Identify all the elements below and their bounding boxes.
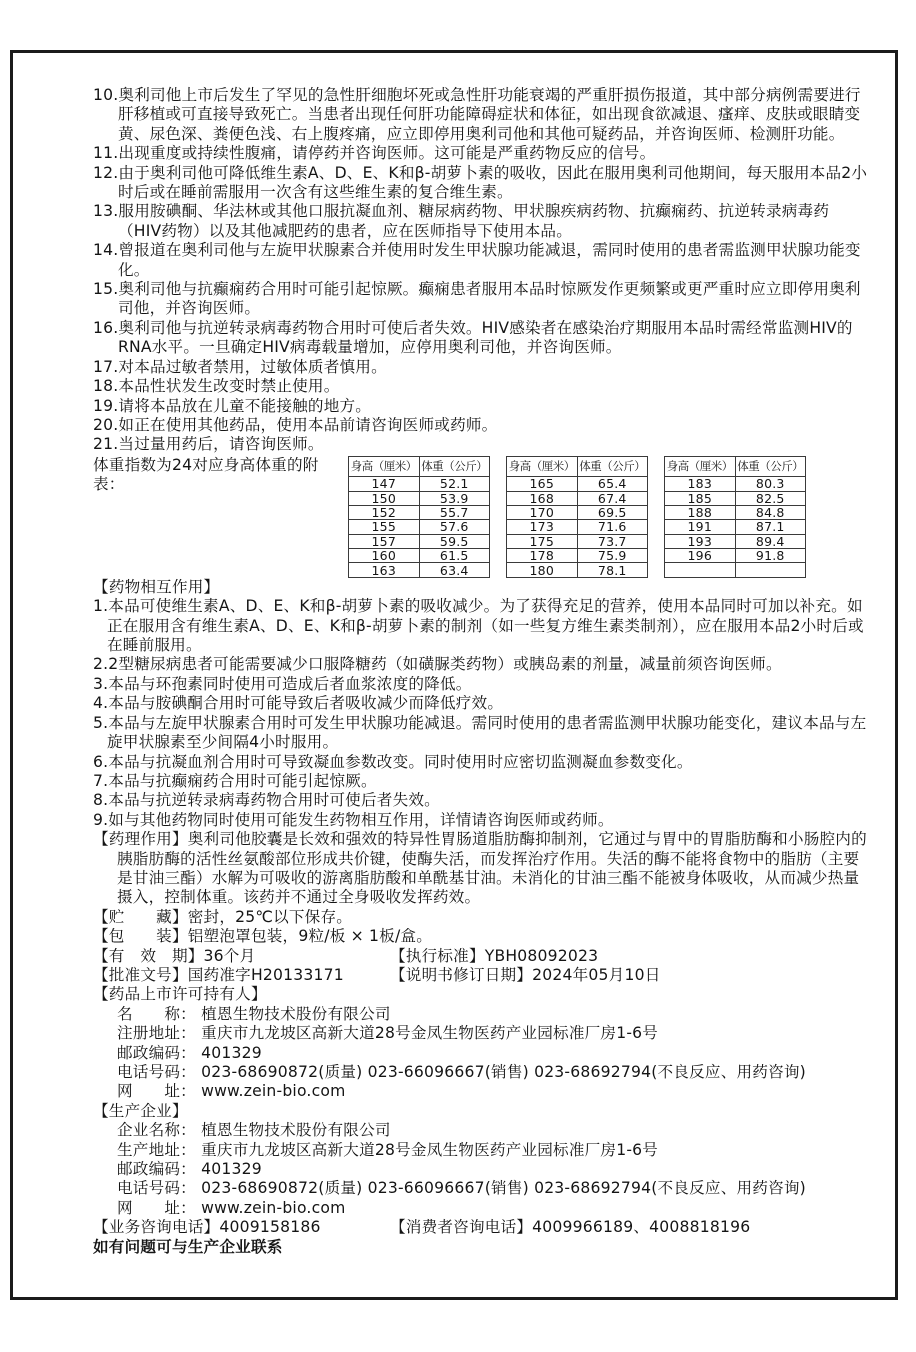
table-cell: 165	[507, 477, 578, 491]
table-cell: 183	[665, 477, 736, 491]
table-cell: 180	[507, 563, 578, 577]
interaction-item: 6.本品与抗凝血剂合用时可导致凝血参数改变。同时使用时应密切监测凝血参数变化。	[93, 752, 693, 771]
table-cell	[735, 563, 806, 577]
table-row	[349, 505, 490, 519]
holder-detail-line: 电话号码： 023-68690872(质量) 023-66096667(销售) 023-68692794(不良反应、用药咨询)	[117, 1063, 806, 1082]
bmi-table-header-cell: 身高（厘米）	[507, 456, 578, 476]
table-row	[349, 520, 490, 534]
manufacturer-detail-line: 电话号码： 023-68690872(质量) 023-66096667(销售) 023-68692794(不良反应、用药咨询)	[117, 1179, 806, 1198]
table-row	[507, 505, 648, 519]
table-cell: 173	[507, 520, 578, 534]
manufacturer-title: 【生产企业】	[93, 1101, 188, 1120]
interaction-item: 3.本品与环孢素同时使用可造成后者血浆浓度的降低。	[93, 674, 472, 693]
warning-item: 12.由于奥利司他可降低维生素A、D、E、K和β-胡萝卜素的吸收，因此在服用奥利司他期间，每天服用本品2小时后或在睡前需服用一次含有这些维生素的复合维生素。	[93, 163, 868, 202]
table-cell: 61.5	[419, 549, 490, 563]
table-cell: 80.3	[735, 477, 806, 491]
table-cell: 193	[665, 534, 736, 548]
table-cell: 150	[349, 491, 420, 505]
warning-item: 19.请将本品放在儿童不能接触的地方。	[93, 396, 372, 415]
table-cell: 147	[349, 477, 420, 491]
warning-item: 21.当过量用药后，请咨询医师。	[93, 435, 324, 454]
bmi-table-header-cell: 体重（公斤）	[735, 456, 806, 476]
table-cell: 75.9	[577, 549, 648, 563]
approval-row	[93, 966, 872, 985]
consumer-hotline: 【消费者咨询电话】4009966189、4008818196	[390, 1218, 751, 1237]
holder-detail-line: 邮政编码： 401329	[117, 1043, 262, 1062]
table-row	[507, 477, 648, 491]
table-cell: 67.4	[577, 491, 648, 505]
table-cell: 163	[349, 563, 420, 577]
bmi-table-row	[93, 456, 872, 578]
bmi-table-2	[506, 456, 648, 578]
manufacturer-details	[117, 1121, 872, 1218]
manufacturer-detail-line: 邮政编码： 401329	[117, 1160, 262, 1179]
holder-detail-line: 名 称： 植恩生物技术股份有限公司	[117, 1004, 391, 1023]
table-row	[665, 505, 806, 519]
validity-period: 【有 效 期】36个月	[93, 946, 256, 965]
table-row	[349, 549, 490, 563]
interaction-item: 5.本品与左旋甲状腺素合用时可发生甲状腺功能减退。需同时使用的患者需监测甲状腺功能变化，建议本品与左旋甲状腺素至少间隔4小时服用。	[93, 713, 867, 752]
table-row	[665, 563, 806, 577]
interaction-item: 8.本品与抗逆转录病毒药物合用时可使后者失效。	[93, 791, 440, 810]
table-cell: 87.1	[735, 520, 806, 534]
table-row	[507, 549, 648, 563]
table-cell	[665, 563, 736, 577]
table-cell: 170	[507, 505, 578, 519]
table-row	[665, 549, 806, 563]
table-cell: 53.9	[419, 491, 490, 505]
table-cell: 178	[507, 549, 578, 563]
hotlines-row	[93, 1218, 872, 1237]
table-cell: 175	[507, 534, 578, 548]
packaging-line: 【包 装】铝塑泡罩包装，9粒/板 × 1板/盒。	[93, 927, 433, 946]
table-cell: 78.1	[577, 563, 648, 577]
table-cell: 59.5	[419, 534, 490, 548]
holder-detail-line: 网 址： www.zein-bio.com	[117, 1082, 346, 1101]
bmi-table-header-cell: 身高（厘米）	[665, 456, 736, 476]
warning-item: 17.对本品过敏者禁用，过敏体质者慎用。	[93, 357, 387, 376]
business-hotline: 【业务咨询电话】4009158186	[93, 1218, 321, 1237]
table-cell: 89.4	[735, 534, 806, 548]
holder-detail-line: 注册地址： 重庆市九龙坡区高新大道28号金凤生物医药产业园标准厂房1-6号	[117, 1024, 659, 1043]
bmi-table-3	[664, 456, 806, 578]
interaction-item: 9.如与其他药物同时使用可能发生药物相互作用，详情请咨询医师或药师。	[93, 810, 614, 829]
table-row	[507, 491, 648, 505]
table-cell: 65.4	[577, 477, 648, 491]
manufacturer-detail-line: 生产地址： 重庆市九龙坡区高新大道28号金凤生物医药产业园标准厂房1-6号	[117, 1140, 659, 1159]
approval-number: 【批准文号】国药准字H20133171	[93, 965, 344, 984]
storage-line: 【贮 藏】密封，25℃以下保存。	[93, 907, 353, 926]
table-cell: 84.8	[735, 505, 806, 519]
warning-item: 14.曾报道在奥利司他与左旋甲状腺素合并使用时发生甲状腺功能减退，需同时使用的患者需监测甲状腺功能变化。	[93, 241, 861, 279]
bmi-note: 体重指数为24对应身高体重的附表：	[93, 455, 319, 494]
interactions-list	[93, 597, 872, 830]
table-cell: 191	[665, 520, 736, 534]
footer-note: 如有问题可与生产企业联系	[93, 1237, 283, 1256]
table-cell: 57.6	[419, 520, 490, 534]
table-cell: 71.6	[577, 520, 648, 534]
interaction-item: 4.本品与胺碘酮合用时可能导致后者吸收减少而降低疗效。	[93, 694, 504, 713]
pharmacology-paragraph: 【药理作用】奥利司他胶囊是长效和强效的特异性胃肠道脂肪酶抑制剂，它通过与胃中的胃脂肪酶和小肠腔内的胰脂肪酶的活性丝氨酸部位形成共价键，使酶失活，而发挥治疗作用。失活的酶不能将食物中的脂肪（主要是甘油三酯）水解为可吸收的游离脂肪酸和单酰基甘油。未消化的甘油三酯不能被身体吸收，从而减少热量摄入，控制体重。该药并不通过全身吸收发挥药效。	[93, 830, 867, 907]
warning-item: 15.奥利司他与抗癫痫药合用时可能引起惊厥。癫痫患者服用本品时惊厥发作更频繁或更严重时应立即停用奥利司他，并咨询医师。	[93, 280, 861, 318]
table-cell: 188	[665, 505, 736, 519]
bmi-table-header-cell: 体重（公斤）	[419, 456, 490, 476]
table-row	[349, 563, 490, 577]
holder-details	[117, 1005, 872, 1102]
validity-row	[93, 947, 872, 966]
table-row	[665, 491, 806, 505]
bmi-table-header-cell: 体重（公斤）	[577, 456, 648, 476]
table-cell: 155	[349, 520, 420, 534]
warning-item: 13.服用胺碘酮、华法林或其他口服抗凝血剂、糖尿病药物、甲状腺疾病药物、抗癫痫药、抗逆转录病毒药（HIV药物）以及其他减肥药的患者，应在医师指导下使用本品。	[93, 202, 830, 240]
bmi-table-header-cell: 身高（厘米）	[349, 456, 420, 476]
bmi-table-1	[348, 456, 490, 578]
table-row	[507, 534, 648, 548]
warning-item: 20.如正在使用其他药品，使用本品前请咨询医师或药师。	[93, 415, 498, 434]
warning-item: 10.奥利司他上市后发生了罕见的急性肝细胞坏死或急性肝功能衰竭的严重肝损伤报道，其中部分病例需要进行肝移植或可直接导致死亡。当患者出现任何肝功能障碍症状和体征，如出现食欲减退、瘙痒、皮肤或眼睛变黄、尿色深、粪便色浅、右上腹疼痛，应立即停用奥利司他和其他可疑药品，并咨询医师、检测肝功能。	[93, 86, 861, 143]
warning-item: 16.奥利司他与抗逆转录病毒药物合用时可使后者失效。HIV感染者在感染治疗期服用本品时需经常监测HIV的RNA水平。一旦确定HIV病毒载量增加，应停用奥利司他，并咨询医师。	[93, 318, 853, 357]
table-cell: 152	[349, 505, 420, 519]
table-cell: 55.7	[419, 505, 490, 519]
revision-date: 【说明书修订日期】2024年05月10日	[390, 965, 661, 984]
leaflet-content	[93, 86, 872, 1257]
table-row	[665, 534, 806, 548]
interaction-item: 1.本品可使维生素A、D、E、K和β-胡萝卜素的吸收减少。为了获得充足的营养，使用本品同时可加以补充。如正在服用含有维生素A、D、E、K和β-胡萝卜素的制剂（如一些复方维生素类制剂），应在服用本品2小时后或在睡前服用。	[93, 597, 864, 655]
table-cell: 73.7	[577, 534, 648, 548]
table-cell: 160	[349, 549, 420, 563]
warning-item: 18.本品性状发生改变时禁止使用。	[93, 377, 340, 396]
table-cell: 82.5	[735, 491, 806, 505]
warnings-list	[93, 86, 872, 455]
execution-standard: 【执行标准】YBH08092023	[390, 946, 599, 965]
table-row	[507, 520, 648, 534]
manufacturer-detail-line: 网 址： www.zein-bio.com	[117, 1198, 346, 1217]
table-cell: 63.4	[419, 563, 490, 577]
manufacturer-detail-line: 企业名称： 植恩生物技术股份有限公司	[117, 1121, 391, 1140]
table-cell: 52.1	[419, 477, 490, 491]
table-cell: 168	[507, 491, 578, 505]
interaction-item: 7.本品与抗癫痫药合用时可能引起惊厥。	[93, 771, 377, 790]
table-cell: 91.8	[735, 549, 806, 563]
interactions-title: 【药物相互作用】	[93, 577, 220, 596]
interaction-item: 2.2型糖尿病患者可能需要减少口服降糖药（如磺脲类药物）或胰岛素的剂量，减量前须咨询医师。	[93, 655, 782, 674]
table-row	[349, 491, 490, 505]
table-row	[665, 477, 806, 491]
warning-item: 11.出现重度或持续性腹痛，请停药并咨询医师。这可能是严重药物反应的信号。	[93, 144, 656, 163]
table-row	[507, 563, 648, 577]
table-cell: 196	[665, 549, 736, 563]
table-cell: 185	[665, 491, 736, 505]
table-row	[349, 477, 490, 491]
table-cell: 69.5	[577, 505, 648, 519]
table-cell: 157	[349, 534, 420, 548]
table-row	[349, 534, 490, 548]
table-row	[665, 520, 806, 534]
holder-title: 【药品上市许可持有人】	[93, 985, 267, 1004]
